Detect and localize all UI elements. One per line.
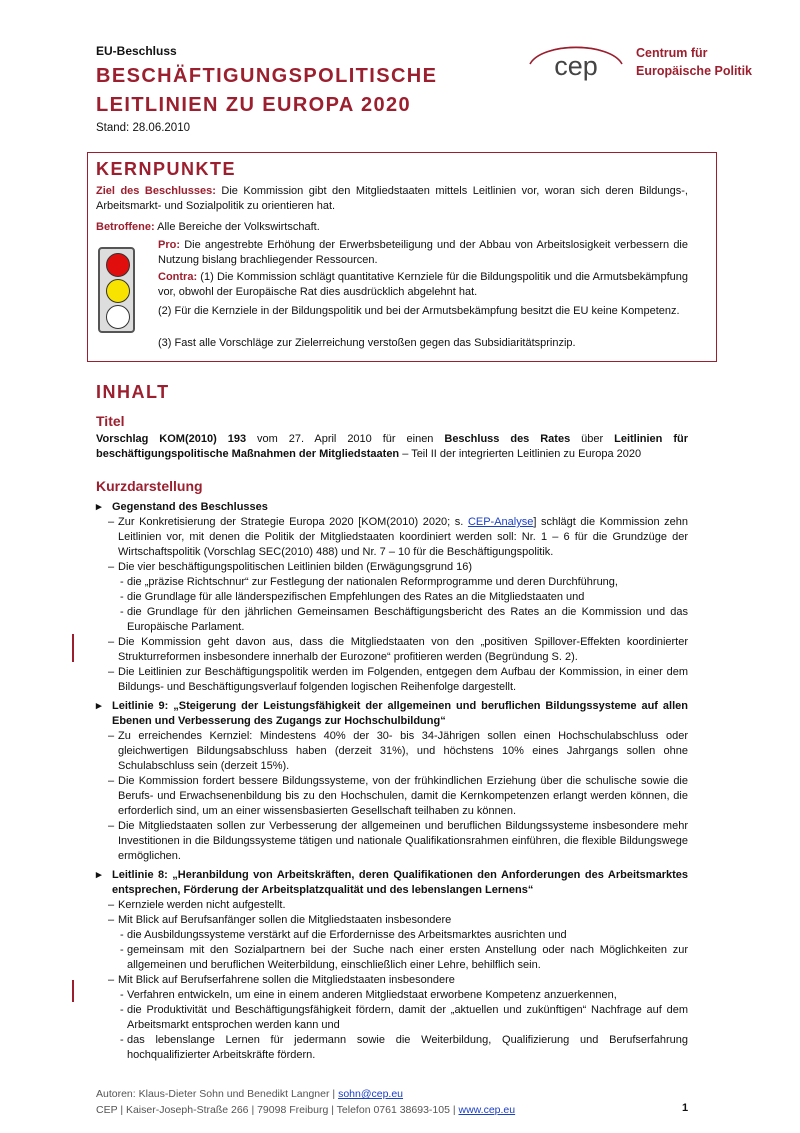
footer-address: CEP | Kaiser-Joseph-Straße 266 | 79098 Freiburg | Telefon 0761 38693-105 | www.cep.eu (96, 1104, 516, 1116)
cep-analyse-link[interactable]: CEP-Analyse (467, 516, 534, 528)
contra-paragraph: Contra: (1) Die Kommission schlägt quantitative Kernziele für die Bildungspolitik und die Armutsbekämpfung vor, obwohl der Europäische Rat dies ausdrücklich abgelehnt hat. (158, 271, 688, 298)
margin-change-bar (72, 634, 74, 662)
list-item: – Die Kommission geht davon aus, dass die Mitgliedstaaten von den „positiven Spillover-Effekten koordinierter Strukturreformen insbesondere innerhalb der Eurozone“ profitieren werden (Begründung S. 2). (96, 635, 688, 665)
list-subitem: - das lebenslange Lernen für jedermann sowie die Weiterbildung, Qualifizierung und Berufserfahrung hochqualifizierter Arbeitskräfte fördern. (96, 1033, 688, 1063)
footer (96, 1086, 515, 1118)
list-subitem: - die Grundlage für den jährlichen Gemeinsamen Beschäftigungsbericht des Rates an die Kommission und das Europäische Parlament. (96, 605, 688, 635)
pro-paragraph: Pro: Die angestrebte Erhöhung der Erwerbsbeteiligung und der Abbau von Arbeitslosigkeit verbessern die Nutzung bislang brachliegender Ressourcen. (158, 239, 688, 266)
betroffene-label: Betroffene: (96, 221, 155, 233)
logo-text: cep (554, 51, 598, 81)
inhalt-heading: INHALT (96, 382, 170, 402)
contra-label: Contra: (158, 271, 198, 283)
gegenstand-heading: ▸ Gegenstand des Beschlusses (96, 500, 688, 515)
email-link[interactable]: sohn@cep.eu (338, 1088, 404, 1100)
leitlinie-9-heading: ▸ Leitlinie 9: „Steigerung der Leistungsfähigkeit der allgemeinen und beruflichen Bildungssysteme auf allen Ebenen und Verbesserung des Zugangs zur Hochschulbildung“ (96, 699, 688, 729)
pro-label: Pro: (158, 239, 180, 251)
cep-logo (528, 40, 624, 84)
list-item: – Zur Konkretisierung der Strategie Europa 2020 [KOM(2010) 2020; s. CEP-Analyse] schlägt die Kommission zehn Leitlinien vor, mit denen die Politik der Mitgliedstaaten koordiniert werden soll: Nr. 1 – 6 für die Grundzüge der Wirtschaftspolitik (Vorschlag SEC(2010) 488) und Nr. 7 – 10 für die Beschäftigungspolitik. (96, 515, 688, 560)
list-subitem: - die „präzise Richtschnur“ zur Festlegung der nationalen Reformprogramme und deren Durchführung, (96, 575, 688, 590)
titel-heading: Titel (96, 413, 125, 429)
list-item: – Die Kommission fordert bessere Bildungssysteme, von der frühkindlichen Erziehung über die schulische sowie die Berufs- und Erwachsenenbildung bis zu den Hochschulen, damit die Kernkompetenzen erlangt werden können, die erforderlich sind, um an einer wissensbasierten Gesellschaft teilhaben zu können. (96, 774, 688, 819)
traffic-light-icon (98, 247, 135, 333)
list-item: – Die Mitgliedstaaten sollen zur Verbesserung der allgemeinen und beruflichen Bildungssysteme insbesondere mehr Investitionen in die Bildungssysteme tätigen und nationale Qualifikationsrahmen einführen, die flexible Bildungswege ermöglichen. (96, 819, 688, 864)
contra-point-3: (3) Fast alle Vorschläge zur Zielerreichung verstoßen gegen das Subsidiaritätsprinzip. (158, 337, 576, 349)
betroffene-paragraph: Betroffene: Alle Bereiche der Volkswirtschaft. (96, 221, 320, 233)
kurzdarstellung-heading: Kurzdarstellung (96, 478, 203, 494)
yellow-lamp (106, 279, 130, 303)
document-title: BESCHÄFTIGUNGSPOLITISCHE LEITLINIEN ZU EUROPA 2020 (96, 65, 438, 116)
white-lamp (106, 305, 130, 329)
list-item: – Die vier beschäftigungspolitischen Leitlinien bilden (Erwägungsgrund 16) (96, 560, 688, 575)
website-link[interactable]: www.cep.eu (458, 1104, 516, 1116)
list-subitem: - die Produktivität und Beschäftigungsfähigkeit fördern, damit der „aktuellen und zukünftigen“ Nachfrage auf dem Arbeitsmarkt entsprochen werden kann und (96, 1003, 688, 1033)
margin-change-bar (72, 980, 74, 1002)
organization-name: Centrum für Europäische Politik (636, 46, 753, 78)
list-subitem: - gemeinsam mit den Sozialpartnern bei der Suche nach einer ersten Anstellung oder nach Möglichkeiten zur allgemeinen und beruflichen Weiterbildung, einschließlich einer Lehre, behilflich sein. (96, 943, 688, 973)
gegenstand-section (96, 500, 688, 1063)
list-item: – Mit Blick auf Berufserfahrene sollen die Mitgliedstaaten insbesondere (96, 973, 688, 988)
document-date: Stand: 28.06.2010 (96, 122, 190, 134)
list-subitem: - die Ausbildungssysteme verstärkt auf die Erfordernisse des Arbeitsmarktes ausrichten und (96, 928, 688, 943)
ziel-paragraph: Ziel des Beschlusses: Die Kommission gibt den Mitgliedstaaten mittels Leitlinien vor, woran sich deren Bildungs-, Arbeitsmarkt- und Sozialpolitik zu orientieren hat. (96, 185, 688, 212)
titel-paragraph: Vorschlag KOM(2010) 193 vom 27. April 2010 für einen Beschluss des Rates über Leitlinien für beschäftigungspolitische Maßnahmen der Mitgliedstaaten – Teil II der integrierten Leitlinien zu Europa 2020 (96, 433, 688, 460)
red-lamp (106, 253, 130, 277)
list-item: – Die Leitlinien zur Beschäftigungspolitik werden im Folgenden, entgegen dem Aufbau der Kommission, in einer dem Bildungs- und Beschäftigungsverlauf folgenden logischen Reihenfolge dargestellt. (96, 665, 688, 695)
footer-authors: Autoren: Klaus-Dieter Sohn und Benedikt Langner | sohn@cep.eu (96, 1088, 404, 1100)
list-item: – Mit Blick auf Berufsanfänger sollen die Mitgliedstaaten insbesondere (96, 913, 688, 928)
kernpunkte-heading: KERNPUNKTE (96, 159, 237, 179)
list-item: – Zu erreichendes Kernziel: Mindestens 40% der 30- bis 34-Jährigen sollen einen Hochschulabschluss oder gleichwertigen Bildungsabschluss haben (derzeit 31%), und höchstens 10% eines Jahrgangs sollen ohne Schulabschluss sein (derzeit 15%). (96, 729, 688, 774)
list-subitem: - die Grundlage für alle länderspezifischen Empfehlungen des Rates an die Mitgliedstaaten und (96, 590, 688, 605)
document-type: EU-Beschluss (96, 44, 177, 58)
leitlinie-8-heading: ▸ Leitlinie 8: „Heranbildung von Arbeitskräften, deren Qualifikationen den Anforderungen des Arbeitsmarktes entsprechen, Förderung der Arbeitsplatzqualität und des lebenslangen Lernens“ (96, 868, 688, 898)
list-item: – Kernziele werden nicht aufgestellt. (96, 898, 688, 913)
ziel-label: Ziel des Beschlusses: (96, 185, 216, 197)
page-number: 1 (682, 1102, 689, 1114)
contra-point-2: (2) Für die Kernziele in der Bildungspolitik und bei der Armutsbekämpfung besitzt die EU keine Kompetenz. (158, 305, 680, 317)
list-subitem: - Verfahren entwickeln, um eine in einem anderen Mitgliedstaat erworbene Kompetenz anzuerkennen, (96, 988, 688, 1003)
